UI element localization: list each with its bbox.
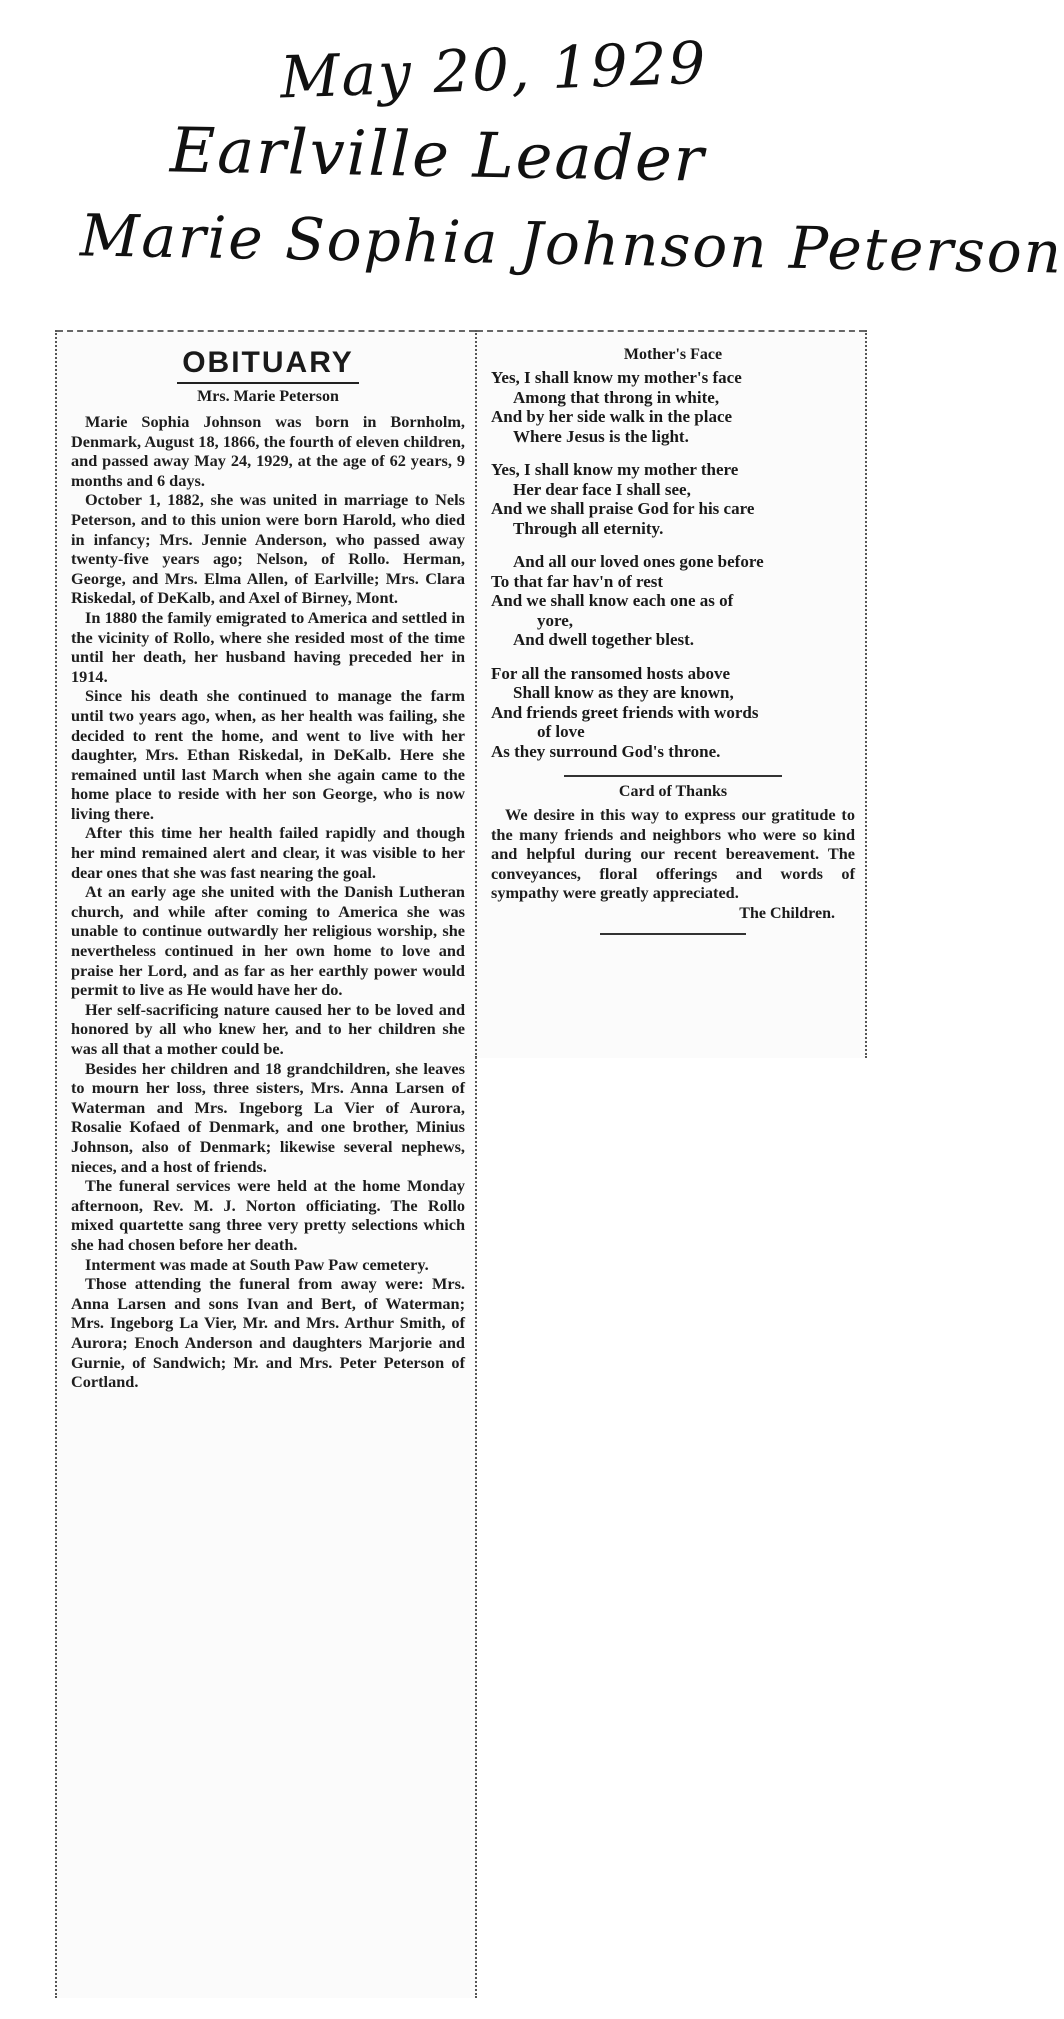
poem-line: yore,	[537, 610, 574, 630]
poem-line: Shall know as they are known,	[513, 683, 734, 702]
poem-line: of love	[537, 722, 585, 741]
poem-title: Mother's Face	[623, 346, 723, 363]
headline-rule	[177, 382, 358, 384]
poem-stanza	[491, 664, 855, 762]
handwritten-paper-name: Earlville Leader	[169, 113, 707, 196]
card-of-thanks-title: Card of Thanks	[618, 783, 728, 800]
poem-line: Among that throng in white,	[513, 387, 720, 407]
poem-line: As they surround God's throne.	[491, 741, 721, 761]
poem-line: To that far hav'n of rest	[491, 571, 664, 591]
poem-line: Yes, I shall know my mother's face	[491, 368, 742, 387]
poem-column	[491, 342, 855, 935]
obituary-paragraph: The funeral services were held at the home Monday afternoon, Rev. M. J. Norton officiating. The Rollo mixed quartette sang three very pretty selections which she had chosen before her death.	[71, 1176, 465, 1254]
poem-line: And by her side walk in the place	[491, 407, 733, 426]
obituary-paragraph: After this time her health failed rapidly and though her mind remained alert and clear, it was visible to her dear ones that she was fast nearing the goal.	[71, 823, 465, 882]
poem-stanza	[491, 460, 855, 538]
obituary-paragraph: In 1880 the family emigrated to America and settled in the vicinity of Rollo, where she resided most of the time until her death, her husband having preceded her in 1914.	[71, 607, 465, 686]
obituary-clipping	[55, 330, 477, 1998]
obituary-paragraph: Marie Sophia Johnson was born in Bornholm, Denmark, August 18, 1866, the fourth of eleven children, and passed away May 24, 1929, at the age of 62 years, 9 months and 6 days.	[71, 412, 465, 490]
obituary-paragraph: Since his death she continued to manage the farm until two years ago, when, as her health was failing, she decided to rent the home, and went to live with her daughter, Mrs. Ethan Riskedal, in DeKalb. Here she remained until last March when she again came to the home place to reside with her son George, who is now living there.	[71, 686, 465, 823]
poem-line: And we shall know each one as of	[491, 591, 734, 610]
poem-line: And friends greet friends with words	[491, 702, 759, 722]
section-separator	[564, 775, 782, 777]
obituary-paragraph: Those attending the funeral from away were: Mrs. Anna Larsen and sons Ivan and Bert, of Waterman; Mrs. Ingeborg La Vier, Mr. and Mrs. Arthur Smith, of Aurora; Enoch Anderson and daughters Marjorie and Gurnie, of Sandwich; Mr. and Mrs. Peter Peterson of Cortland.	[71, 1274, 465, 1392]
obituary-paragraph: Her self-sacrificing nature caused her to be loved and honored by all who knew her, and to her children she was all that a mother could be.	[71, 999, 465, 1058]
obituary-paragraph: Besides her children and 18 grandchildren, she leaves to mourn her loss, three sisters, Mrs. Anna Larsen of Waterman and Mrs. Ingeborg La Vier of Aurora, Rosalie Kofaed of Denmark, and one brother, Minius Johnson, also of Denmark; likewise several nephews, nieces, and a host of friends.	[71, 1058, 465, 1176]
handwritten-person-name: Marie Sophia Johnson Peterson	[79, 201, 1064, 287]
poem-clipping	[475, 330, 867, 1058]
end-rule	[600, 933, 746, 935]
poem-line: Her dear face I shall see,	[513, 479, 691, 499]
poem-stanza	[491, 552, 855, 650]
obituary-paragraph: Interment was made at South Paw Paw cemetery.	[85, 1254, 429, 1274]
poem-line: Yes, I shall know my mother there	[491, 460, 739, 479]
poem-line: And dwell together blest.	[513, 630, 695, 649]
poem-line: For all the ransomed hosts above	[491, 663, 731, 683]
obituary-paragraph: At an early age she united with the Danish Lutheran church, and while after coming to America she was unable to continue outwardly her religious worship, she nevertheless continued in her own home to love and praise her Lord, and as far as her earthly power would permit to live as He would have her do.	[71, 882, 465, 1000]
poem-line: And all our loved ones gone before	[513, 552, 764, 571]
poem-line: And we shall praise God for his care	[491, 499, 755, 518]
card-signature: The Children.	[739, 904, 835, 922]
card-of-thanks-text: We desire in this way to express our gratitude to the many friends and neighbors who were so kind and helpful during our recent bereavement. The conveyances, floral offerings and words of sympathy were greatly appreciated.	[491, 805, 855, 903]
obituary-column	[71, 342, 465, 1392]
handwritten-date: May 20, 1929	[278, 28, 709, 112]
obituary-headline: OBITUARY	[182, 346, 354, 379]
obituary-paragraph: October 1, 1882, she was united in marriage to Nels Peterson, and to this union were born Harold, who died in infancy; Mrs. Jennie Anderson, who passed away twenty-five years ago; Nelson, of Rollo. Herman, George, and Mrs. Elma Allen, of Earlville; Mrs. Clara Riskedal, of DeKalb, and Axel of Birney, Mont.	[71, 490, 465, 608]
poem-line: Where Jesus is the light.	[513, 426, 689, 446]
poem-line: Through all eternity.	[513, 518, 664, 538]
poem-stanza	[491, 368, 855, 446]
obituary-subhead: Mrs. Marie Peterson	[197, 388, 339, 405]
